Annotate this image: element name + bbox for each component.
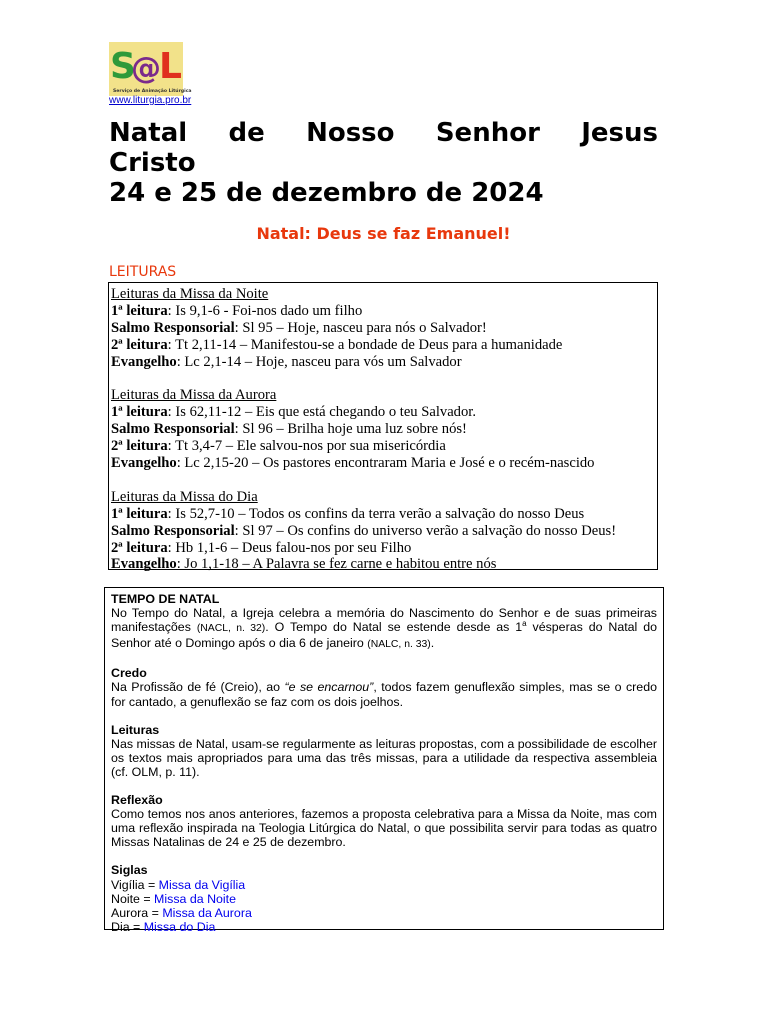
reading-label: 2ª leitura	[111, 539, 168, 556]
reading-line	[111, 320, 657, 337]
reading-line	[111, 337, 657, 354]
reading-text: : Lc 2,15-20 – Os pastores encontraram Maria e José e o recém-nascido	[176, 455, 595, 472]
readings-heading: LEITURAS	[109, 264, 177, 280]
sigla-link-vigilia[interactable]: Missa da Vigília	[158, 877, 246, 892]
reading-label: 1ª leitura	[111, 302, 168, 319]
tempo-natal-box	[104, 587, 664, 934]
tempo-text: vésperas do Natal do Senhor até o Domingo após o dia 6 de janeiro	[111, 620, 657, 651]
readings-group-aurora	[111, 387, 657, 472]
reading-line	[111, 438, 657, 455]
logo-at-sign: @	[131, 51, 161, 86]
reading-label: 1ª leitura	[111, 404, 168, 421]
reading-line	[111, 556, 657, 573]
reading-label: Salmo Responsorial	[111, 319, 235, 336]
reading-line	[111, 506, 657, 523]
readings-group-heading: Leituras da Missa da Aurora	[111, 387, 277, 404]
leituras-paragraph: Nas missas de Natal, usam-se regularmente as leituras propostas, com a possibilidade de escolher os textos mais apropriados para uma das três missas, para a utilidade da respectiva assembleia (cf. OLM, p. 11).	[111, 736, 657, 779]
reading-text: : Lc 2,1-14 – Hoje, nasceu para vós um Salvador	[176, 353, 462, 370]
readings-box	[108, 282, 658, 573]
title-line-2: Cristo	[109, 148, 196, 178]
sigla-link-noite[interactable]: Missa da Noite	[154, 891, 236, 906]
reading-line	[111, 455, 657, 472]
sigla-abbr: Dia =	[111, 919, 144, 934]
tempo-text: . O Tempo do Natal se estende desde as 1	[265, 620, 523, 635]
reading-label: 2ª leitura	[111, 336, 168, 353]
logo-tagline: Serviço de Animação Litúrgica	[113, 89, 192, 94]
credo-quote: “e se encarnou”	[284, 680, 374, 695]
reading-line	[111, 354, 657, 371]
reading-text: : Sl 96 – Brilha hoje uma luz sobre nós!	[234, 421, 467, 438]
sigla-row	[111, 878, 657, 892]
sal-logo	[109, 42, 192, 96]
credo-heading: Credo	[111, 666, 147, 681]
reading-text: : Jo 1,1-18 – A Palavra se fez carne e habitou entre nós	[176, 556, 497, 573]
title-date: 24 e 25 de dezembro de 2024	[109, 178, 544, 208]
reading-line	[111, 523, 657, 540]
tempo-text: No Tempo do Natal, a Igreja celebra a memória do Nascimento do Senhor e de suas primeiras manifestações	[111, 606, 657, 635]
reading-text: : Sl 97 – Os confins do universo verão a salvação do nosso Deus!	[234, 522, 617, 539]
sigla-row	[111, 906, 657, 920]
reading-label: 2ª leitura	[111, 438, 168, 455]
credo-paragraph	[111, 680, 657, 708]
leituras-heading: Leituras	[111, 722, 160, 737]
credo-text: , todos fazem genuflexão simples, mas se o credo for cantado, a genuflexão se faz com os dois joelhos.	[111, 680, 657, 709]
reading-label: 1ª leitura	[111, 505, 168, 522]
reflexao-paragraph: Como temos nos anos anteriores, fazemos a proposta celebrativa para a Missa da Noite, mas com uma reflexão inspirada na Teologia Litúrgica do Natal, o que possibilita servir para todas as quatro Missas Natalinas de 24 e 25 de dezembro.	[111, 807, 657, 850]
title-word: Nosso	[306, 118, 395, 148]
readings-group-dia	[111, 489, 657, 574]
reading-label: Salmo Responsorial	[111, 522, 235, 539]
title-word: Natal	[109, 118, 188, 148]
reading-label: Evangelho	[111, 455, 177, 472]
reading-line	[111, 404, 657, 421]
reading-text: : Is 52,7-10 – Todos os confins da terra verão a salvação do nosso Deus	[167, 505, 585, 522]
title-word: Jesus	[581, 118, 658, 148]
title-line-1	[109, 118, 658, 148]
readings-group-heading: Leituras da Missa da Noite	[111, 286, 269, 302]
sigla-abbr: Vigília =	[111, 877, 159, 892]
logo-letter-l: L	[159, 46, 182, 87]
reading-line	[111, 421, 657, 438]
page-title	[109, 118, 658, 208]
siglas-heading: Siglas	[111, 863, 148, 878]
reading-line	[111, 540, 657, 557]
page-subtitle: Natal: Deus se faz Emanuel!	[256, 224, 511, 243]
reading-label: Evangelho	[111, 353, 177, 370]
sigla-abbr: Aurora =	[111, 905, 163, 920]
sigla-link-aurora[interactable]: Missa da Aurora	[162, 905, 252, 920]
readings-group-noite	[111, 286, 657, 371]
sigla-link-dia[interactable]: Missa do Dia	[143, 919, 216, 934]
tempo-heading: TEMPO DE NATAL	[111, 592, 220, 606]
credo-text: Na Profissão de fé (Creio), ao	[111, 680, 285, 695]
reading-text: : Tt 2,11-14 – Manifestou-se a bondade de Deus para a humanidade	[167, 336, 563, 353]
title-word: de	[228, 118, 265, 148]
reading-text: : Tt 3,4-7 – Ele salvou-nos por sua misericórdia	[167, 438, 446, 455]
reflexao-heading: Reflexão	[111, 793, 163, 808]
reading-text: : Is 9,1-6 - Foi-nos dado um filho	[167, 302, 363, 319]
reading-text: : Sl 95 – Hoje, nasceu para nós o Salvador!	[234, 319, 487, 336]
reading-line	[111, 303, 657, 320]
title-word: Senhor	[435, 118, 540, 148]
tempo-ref-2: (NALC, n. 33)	[367, 639, 431, 651]
tempo-sup: a	[522, 619, 527, 629]
sigla-row	[111, 892, 657, 906]
readings-group-heading: Leituras da Missa do Dia	[111, 488, 258, 505]
sigla-row	[111, 920, 657, 934]
tempo-ref-1: (NACL, n. 32)	[196, 623, 266, 635]
reading-text: : Is 62,11-12 – Eis que está chegando o teu Salvador.	[167, 404, 476, 421]
sigla-abbr: Noite =	[111, 891, 155, 906]
tempo-text: .	[430, 636, 435, 651]
tempo-paragraph	[111, 606, 657, 652]
reading-text: : Hb 1,1-6 – Deus falou-nos por seu Filho	[167, 539, 412, 556]
reading-label: Evangelho	[111, 556, 177, 573]
logo-website-link[interactable]: www.liturgia.pro.br	[109, 95, 192, 106]
reading-label: Salmo Responsorial	[111, 421, 235, 438]
logo-letter-s: S	[110, 46, 136, 87]
